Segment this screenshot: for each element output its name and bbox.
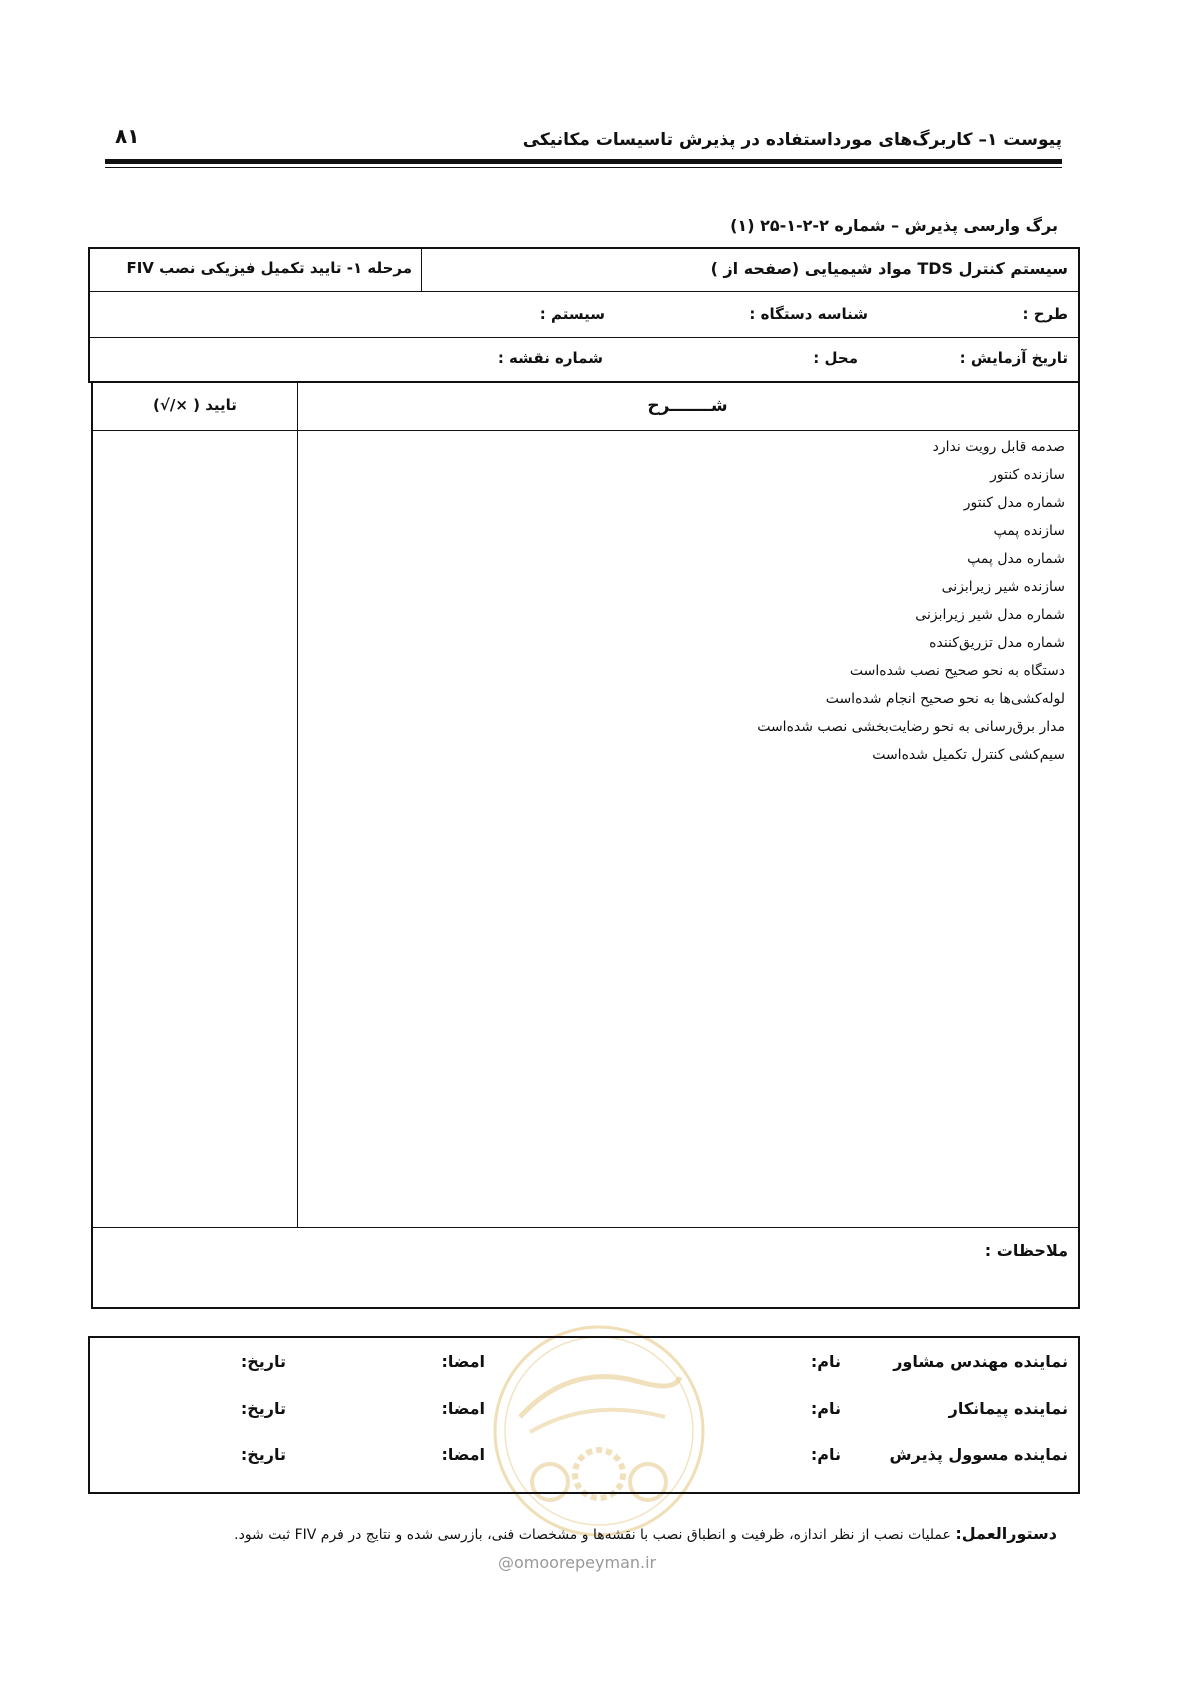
checklist-item: سیم‌کشی کنترل تکمیل شده‌است: [872, 747, 1065, 763]
remarks-label: ملاحظات :: [984, 1241, 1068, 1260]
approval-header: تایید ( ×/√): [153, 396, 237, 414]
checklist-item: لوله‌کشی‌ها به نحو صحیح انجام شده‌است: [825, 691, 1065, 707]
signature-sign-label: امضا:: [441, 1399, 485, 1418]
checklist-item: شماره مدل پمپ: [967, 551, 1065, 567]
test-date-label: تاریخ آزمایش :: [959, 349, 1068, 367]
drawing-number-label: شماره نقشه :: [497, 349, 603, 367]
project-label: طرح :: [1022, 305, 1068, 323]
remarks-divider: [93, 1227, 1078, 1228]
checklist-item: سازنده پمپ: [993, 523, 1065, 539]
page-number: ۸۱: [115, 124, 140, 148]
system-title: سیستم کنترل TDS مواد شیمیایی (صفحه از ): [710, 259, 1068, 278]
signature-sign-label: امضا:: [441, 1445, 485, 1464]
checklist-item: سازنده کنتور: [990, 467, 1065, 483]
form-info-box: [88, 247, 1080, 383]
signature-date-label: تاریخ:: [240, 1445, 286, 1464]
location-label: محل :: [813, 349, 858, 367]
checklist-item: شماره مدل شیر زیرابزنی: [915, 607, 1065, 623]
stage-title: مرحله ۱- تایید تکمیل فیزیکی نصب FIV: [126, 259, 412, 277]
signature-name-label: نام:: [810, 1352, 841, 1371]
signature-role: نماینده پیمانکار: [948, 1399, 1068, 1418]
checklist-item: شماره مدل کنتور: [963, 495, 1065, 511]
checklist-item: سازنده شیر زیرابزنی: [941, 579, 1065, 595]
checklist-table: [91, 383, 1080, 1309]
device-id-label: شناسه دستگاه :: [749, 305, 868, 323]
watermark-site-text: omoorepeyman.ir: [514, 1553, 657, 1572]
header-rule-thick: [105, 159, 1062, 164]
checklist-item: دستگاه به نحو صحیح نصب شده‌است: [849, 663, 1065, 679]
system-label: سیستم :: [539, 305, 605, 323]
signature-role: نماینده مسوول پذیرش: [889, 1445, 1068, 1464]
description-header: شـــــــرح: [647, 396, 728, 416]
page-header-title: پیوست ۱– کاربرگ‌های مورداستفاده در پذیرش تاسیسات مکانیکی: [522, 130, 1062, 150]
checklist-item: صدمه قابل رویت ندارد: [932, 439, 1065, 455]
header-rule-thin: [105, 167, 1062, 168]
signatures-box: [88, 1336, 1080, 1494]
column-divider: [297, 383, 298, 1227]
at-icon: @: [498, 1553, 514, 1572]
signature-role: نماینده مهندس مشاور: [893, 1352, 1068, 1371]
watermark-site: [498, 1553, 656, 1572]
header-divider: [93, 430, 1078, 431]
divider: [421, 249, 422, 291]
divider: [90, 337, 1078, 338]
instructions: [234, 1524, 1057, 1543]
form-title: برگ وارسی پذیرش – شماره ۲-۲-۱-۲۵ (۱): [730, 216, 1058, 235]
checklist-item: شماره مدل تزریق‌کننده: [929, 635, 1065, 651]
signature-date-label: تاریخ:: [240, 1352, 286, 1371]
divider: [90, 291, 1078, 292]
signature-name-label: نام:: [810, 1445, 841, 1464]
instructions-text: عملیات نصب از نظر اندازه، ظرفیت و انطباق نصب با نقشه‌ها و مشخصات فنی، بازرسی شده و نتایج در فرم FIV ثبت شود.: [234, 1527, 956, 1543]
signature-name-label: نام:: [810, 1399, 841, 1418]
checklist-item: مدار برق‌رسانی به نحو رضایت‌بخشی نصب شده‌است: [757, 719, 1065, 735]
instructions-label: دستورالعمل:: [955, 1524, 1057, 1543]
signature-date-label: تاریخ:: [240, 1399, 286, 1418]
signature-sign-label: امضا:: [441, 1352, 485, 1371]
